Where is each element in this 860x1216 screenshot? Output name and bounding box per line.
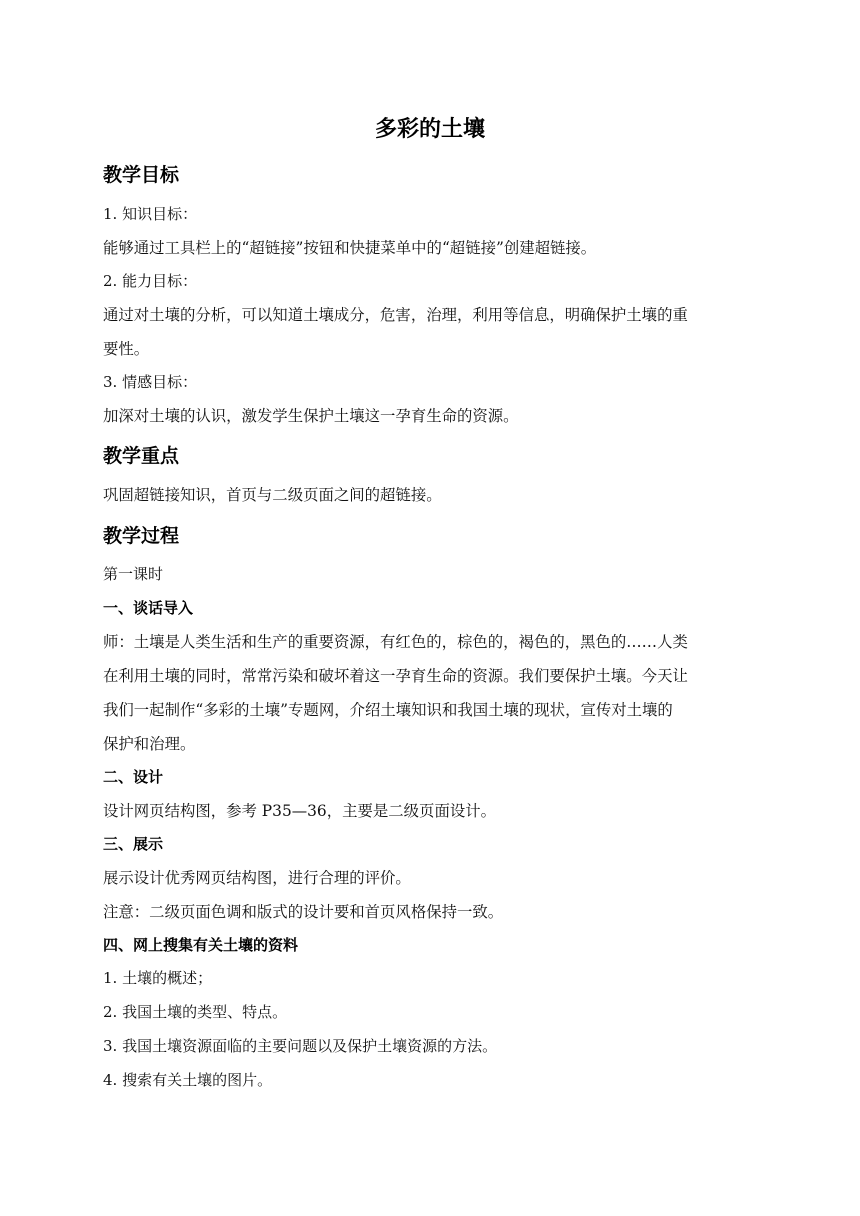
goal-label-knowledge: 1. 知识目标： bbox=[103, 205, 198, 223]
step-intro-line4: 保护和治理。 bbox=[103, 735, 196, 753]
step-intro-line3: 我们一起制作“多彩的土壤”专题网，介绍土壤知识和我国土壤的现状，宣传对土壤的 bbox=[103, 701, 673, 719]
step-heading-intro: 一、谈话导入 bbox=[103, 599, 194, 617]
step-intro-line1: 师：土壤是人类生活和生产的重要资源，有红色的，棕色的，褐色的，黑色的……人类 bbox=[103, 633, 688, 651]
goal-label-emotion: 3. 情感目标： bbox=[103, 373, 198, 391]
goal-text-knowledge: 能够通过工具栏上的“超链接”按钮和快捷菜单中的“超链接”创建超链接。 bbox=[103, 239, 597, 257]
step-show-line1: 展示设计优秀网页结构图，进行合理的评价。 bbox=[103, 869, 411, 887]
step-heading-search: 四、网上搜集有关土壤的资料 bbox=[103, 936, 299, 954]
goal-text-ability-line2: 要性。 bbox=[103, 340, 150, 358]
search-item-1: 1. 土壤的概述； bbox=[103, 969, 213, 987]
search-item-2: 2. 我国土壤的类型、特点。 bbox=[103, 1003, 288, 1021]
heading-teaching-goals: 教学目标 bbox=[103, 164, 180, 186]
goal-text-ability-line1: 通过对土壤的分析，可以知道土壤成分，危害，治理，利用等信息，明确保护土壤的重 bbox=[103, 306, 688, 324]
document-title: 多彩的土壤 bbox=[374, 117, 485, 142]
step-intro-line2: 在利用土壤的同时，常常污染和破坏着这一孕育生命的资源。我们要保护土壤。今天让 bbox=[103, 667, 688, 685]
step-heading-show: 三、展示 bbox=[103, 835, 164, 853]
search-item-4: 4. 搜索有关土壤的图片。 bbox=[103, 1071, 273, 1089]
heading-teaching-process: 教学过程 bbox=[103, 525, 180, 547]
search-item-3: 3. 我国土壤资源面临的主要问题以及保护土壤资源的方法。 bbox=[103, 1037, 498, 1055]
goal-text-emotion: 加深对土壤的认识，激发学生保护土壤这一孕育生命的资源。 bbox=[103, 407, 519, 425]
step-show-line2: 注意：二级页面色调和版式的设计要和首页风格保持一致。 bbox=[103, 903, 504, 921]
goal-label-ability: 2. 能力目标： bbox=[103, 272, 198, 290]
lesson-label: 第一课时 bbox=[103, 565, 164, 583]
key-points-text: 巩固超链接知识，首页与二级页面之间的超链接。 bbox=[103, 486, 442, 504]
step-design-line1: 设计网页结构图，参考 P35—36，主要是二级页面设计。 bbox=[103, 802, 497, 820]
step-heading-design: 二、设计 bbox=[103, 768, 164, 786]
heading-key-points: 教学重点 bbox=[103, 445, 180, 467]
